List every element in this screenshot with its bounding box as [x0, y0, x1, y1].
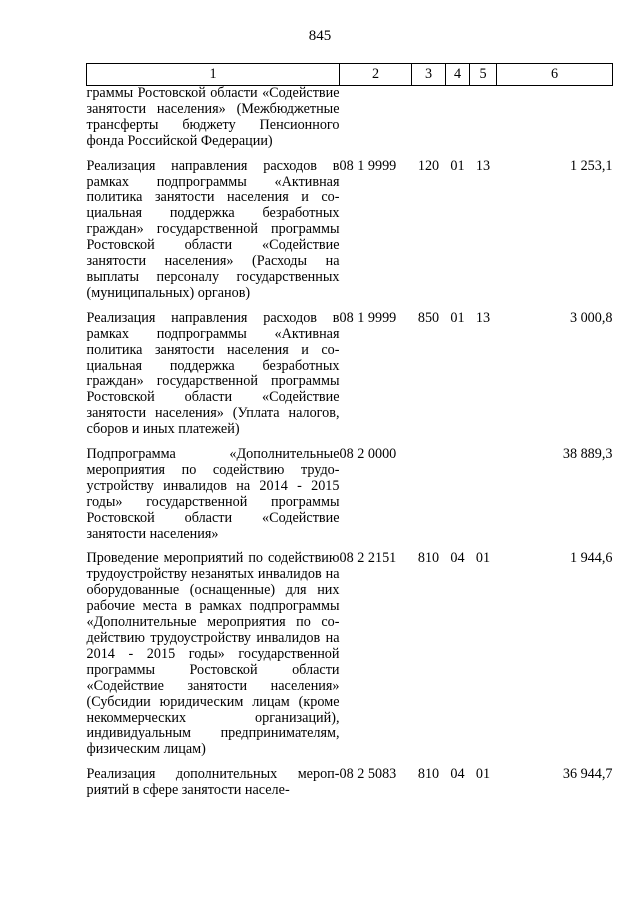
header-col-6: 6: [497, 64, 613, 86]
row-subsection: [470, 86, 497, 150]
header-col-4: 4: [446, 64, 470, 86]
row-target-code: 08 1 9999: [339, 157, 397, 174]
row-expense-type: 120: [417, 157, 440, 174]
table-row: [87, 159, 613, 302]
row-expense-type: 810: [417, 766, 440, 783]
row-description: граммы Ростовской области «Содействие занятости населения» (Межбюджетные трансферты бюджету Пенсионного фонда Российской Федерации): [86, 85, 340, 149]
row-target-code: 08 2 2151: [339, 550, 397, 567]
table-row: [87, 86, 613, 150]
row-amount: 38 889,3: [562, 446, 613, 463]
budget-table: [86, 63, 613, 799]
row-section: 04: [450, 550, 465, 567]
row-subsection: 13: [475, 309, 491, 326]
row-subsection: [470, 447, 497, 542]
row-target-code: 08 2 5083: [339, 766, 397, 783]
table-row: [87, 767, 613, 799]
header-col-5: 5: [470, 64, 497, 86]
row-section: 04: [450, 766, 465, 783]
row-expense-type: 850: [417, 309, 440, 326]
row-description: Реализация направления расходов в рамках подпрограммы «Активная политика занятости населения и социальная поддержка безработных граждан» государственной программы Ростовской области «Содействие занятости населения» (Расходы на выплаты персоналу государственных (муниципальных) органов): [86, 157, 340, 301]
row-section: 01: [450, 309, 465, 326]
table-row: [87, 447, 613, 542]
table-row: [87, 311, 613, 438]
row-description: Проведение мероприятий по содействию трудоустройству незанятых инвалидов на оборудованные (оснащенные) для них рабочие места в рамках подпрограммы «Дополнительные мероприятия по содействию трудоустройству инвалидов на 2014 - 2015 годы» государственной программы Ростовской области «Содействие занятости населения» (Субсидии юридическим лицам (кроме некоммерческих организаций), индивидуальным предпринимателям, физическим лицам): [86, 550, 340, 758]
row-amount: 1 944,6: [569, 550, 613, 567]
row-amount: 1 253,1: [569, 157, 613, 174]
table-header-row: [87, 64, 613, 86]
row-subsection: 13: [475, 157, 491, 174]
row-description: Реализация направления расходов в рамках подпрограммы «Активная политика занятости населения и социальная поддержка безработных граждан» государственной программы Ростовской области «Содействие занятости населения» (Уплата налогов, сборов и иных платежей): [86, 309, 340, 438]
row-expense-type: 810: [417, 550, 440, 567]
row-expense-type: [412, 86, 446, 150]
header-col-2: 2: [340, 64, 412, 86]
header-col-1: 1: [87, 64, 340, 86]
row-amount: 36 944,7: [562, 766, 613, 783]
row-amount: 3 000,8: [569, 309, 613, 326]
row-expense-type: [412, 447, 446, 542]
row-amount: [497, 86, 613, 150]
row-subsection: 01: [475, 550, 491, 567]
row-section: [446, 447, 470, 542]
row-section: [446, 86, 470, 150]
table-row: [87, 551, 613, 758]
row-description: Подпрограмма «Дополнительные мероприятия по содействию трудоустройству инвалидов на 2014 - 2015 годы» государственной программы Ростовской области «Содействие занятости населения»: [86, 446, 340, 542]
row-target-code: [340, 86, 412, 150]
page-number: 845: [308, 28, 332, 44]
row-target-code: 08 2 0000: [339, 446, 397, 463]
row-target-code: 08 1 9999: [339, 309, 397, 326]
row-description: Реализация дополнительных мероприятий в сфере занятости населе-: [86, 766, 340, 799]
row-section: 01: [450, 157, 465, 174]
header-col-3: 3: [412, 64, 446, 86]
row-subsection: 01: [475, 766, 491, 783]
